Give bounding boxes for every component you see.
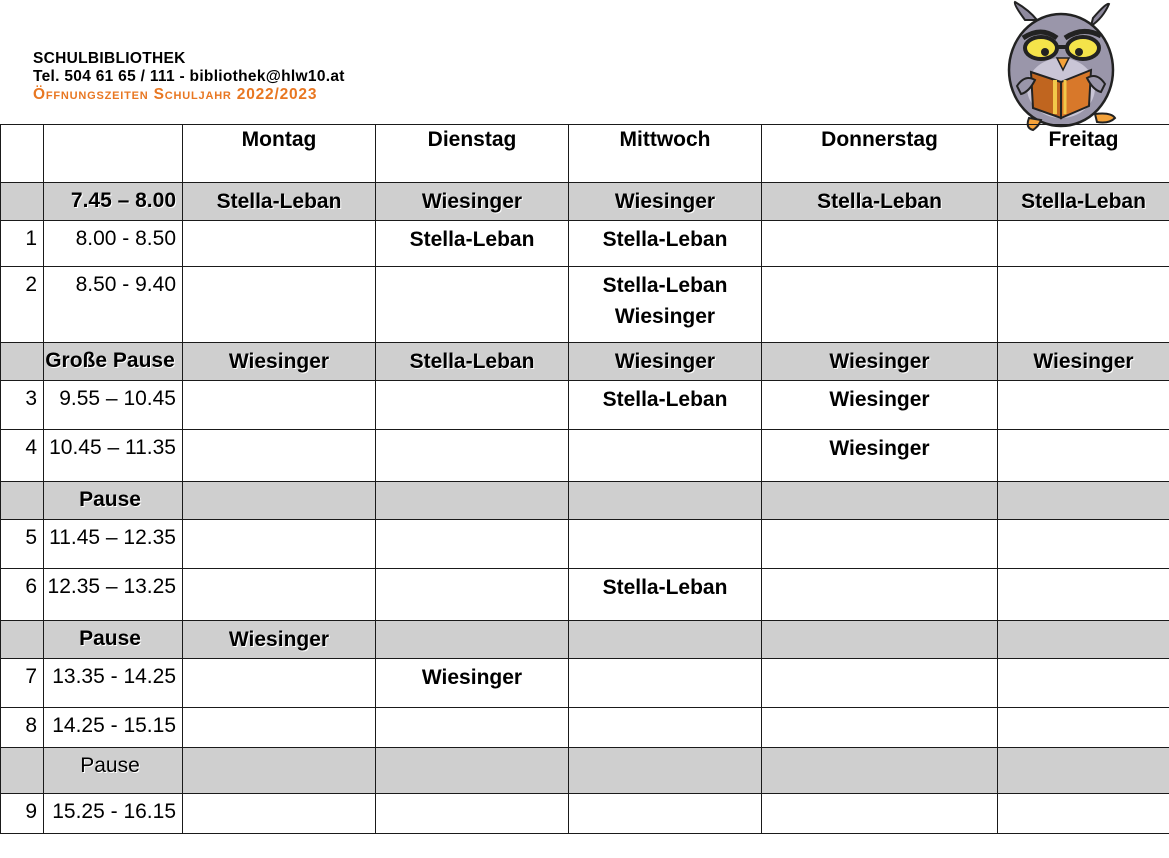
period-time bbox=[44, 748, 183, 794]
schedule-cell-mittwoch bbox=[569, 343, 762, 381]
period-time-label: 11.45 – 12.35 bbox=[49, 526, 176, 549]
staff-name: Stella-Leban bbox=[1021, 190, 1146, 213]
staff-name: Stella-Leban bbox=[409, 350, 535, 373]
staff-name: Stella-Leban bbox=[216, 190, 342, 213]
period-time bbox=[44, 621, 183, 659]
break-row bbox=[1, 183, 1169, 221]
period-time-label: 15.25 - 16.15 bbox=[52, 800, 176, 823]
schedule-cell-freitag bbox=[998, 430, 1169, 482]
day-header-freitag: Freitag bbox=[998, 125, 1169, 183]
period-time bbox=[44, 659, 183, 708]
staff-name: Wiesinger bbox=[614, 305, 716, 328]
break-row bbox=[1, 621, 1169, 659]
period-time bbox=[44, 794, 183, 834]
schedule-cell-donnerstag bbox=[762, 659, 998, 708]
break-row bbox=[1, 482, 1169, 520]
schedule-cell-mittwoch bbox=[569, 520, 762, 569]
document-header bbox=[33, 50, 345, 104]
schedule-cell-mittwoch bbox=[569, 794, 762, 834]
schedule-cell-dienstag bbox=[376, 183, 569, 221]
period-time-label: 8.00 - 8.50 bbox=[75, 227, 176, 250]
period-row bbox=[1, 659, 1169, 708]
period-number bbox=[1, 482, 44, 520]
period-time bbox=[44, 267, 183, 343]
staff-name: Wiesinger bbox=[421, 190, 523, 213]
schedule-cell-donnerstag bbox=[762, 343, 998, 381]
period-time-label: Pause bbox=[79, 627, 141, 650]
period-number bbox=[1, 621, 44, 659]
schedule-cell-dienstag bbox=[376, 748, 569, 794]
schedule-cell-mittwoch bbox=[569, 267, 762, 343]
schedule-cell-freitag bbox=[998, 221, 1169, 267]
schedule-cell-montag bbox=[183, 381, 376, 430]
period-row bbox=[1, 569, 1169, 621]
schedule-cell-dienstag bbox=[376, 659, 569, 708]
period-number: 9 bbox=[1, 794, 44, 834]
period-time-label: Pause bbox=[80, 754, 140, 777]
schedule-cell-freitag bbox=[998, 569, 1169, 621]
period-row bbox=[1, 794, 1169, 834]
staff-name: Wiesinger bbox=[829, 388, 930, 411]
schedule-cell-dienstag bbox=[376, 520, 569, 569]
period-number: 8 bbox=[1, 708, 44, 748]
period-number bbox=[1, 748, 44, 794]
schedule-cell-mittwoch bbox=[569, 221, 762, 267]
period-row bbox=[1, 267, 1169, 343]
schedule-cell-freitag bbox=[998, 659, 1169, 708]
day-header-dienstag: Dienstag bbox=[376, 125, 569, 183]
schedule-cell-freitag bbox=[998, 482, 1169, 520]
break-row bbox=[1, 343, 1169, 381]
period-time-label: Pause bbox=[79, 488, 141, 511]
staff-name: Wiesinger bbox=[228, 350, 330, 373]
schedule-cell-mittwoch bbox=[569, 482, 762, 520]
schedule-cell-mittwoch bbox=[569, 748, 762, 794]
schedule-cell-montag bbox=[183, 221, 376, 267]
period-time-label: 14.25 - 15.15 bbox=[52, 714, 176, 737]
period-row bbox=[1, 430, 1169, 482]
staff-name: Wiesinger bbox=[1033, 350, 1134, 373]
period-row bbox=[1, 381, 1169, 430]
staff-name: Wiesinger bbox=[829, 437, 930, 460]
period-time bbox=[44, 381, 183, 430]
period-time bbox=[44, 343, 183, 381]
period-number: 5 bbox=[1, 520, 44, 569]
schedule-cell-mittwoch bbox=[569, 621, 762, 659]
period-time bbox=[44, 183, 183, 221]
period-number: 2 bbox=[1, 267, 44, 343]
schedule-cell-freitag bbox=[998, 381, 1169, 430]
schedule-cell-donnerstag bbox=[762, 748, 998, 794]
schedule-cell-dienstag bbox=[376, 794, 569, 834]
period-row bbox=[1, 520, 1169, 569]
staff-name: Wiesinger bbox=[614, 350, 716, 373]
staff-name: Wiesinger bbox=[829, 350, 930, 373]
schedule-cell-mittwoch bbox=[569, 708, 762, 748]
schedule-cell-montag bbox=[183, 794, 376, 834]
schedule-cell-montag bbox=[183, 430, 376, 482]
period-time-label: 9.55 – 10.45 bbox=[59, 387, 176, 410]
schedule-cell-freitag bbox=[998, 267, 1169, 343]
schedule-cell-mittwoch bbox=[569, 430, 762, 482]
period-time bbox=[44, 520, 183, 569]
period-number: 3 bbox=[1, 381, 44, 430]
day-header-mittwoch: Mittwoch bbox=[569, 125, 762, 183]
opening-hours-title: Öffnungszeiten Schuljahr 2022/2023 bbox=[33, 86, 318, 103]
schedule-cell-mittwoch bbox=[569, 183, 762, 221]
schedule-cell-montag bbox=[183, 659, 376, 708]
num-header-cell bbox=[1, 125, 44, 183]
period-number: 7 bbox=[1, 659, 44, 708]
schedule-cell-donnerstag bbox=[762, 183, 998, 221]
day-header-montag: Montag bbox=[183, 125, 376, 183]
period-time-label: 8.50 - 9.40 bbox=[75, 273, 176, 296]
table-header-row bbox=[1, 125, 1169, 183]
staff-name: Stella-Leban bbox=[409, 228, 535, 251]
period-time-label: 7.45 – 8.00 bbox=[70, 189, 176, 212]
schedule-cell-donnerstag bbox=[762, 569, 998, 621]
schedule-cell-montag bbox=[183, 482, 376, 520]
schedule-cell-dienstag bbox=[376, 708, 569, 748]
period-time-label: 10.45 – 11.35 bbox=[49, 436, 176, 459]
schedule-cell-dienstag bbox=[376, 221, 569, 267]
period-time-label: 13.35 - 14.25 bbox=[52, 665, 176, 688]
schedule-cell-dienstag bbox=[376, 430, 569, 482]
schedule-cell-donnerstag bbox=[762, 381, 998, 430]
period-number: 4 bbox=[1, 430, 44, 482]
schedule-cell-freitag bbox=[998, 794, 1169, 834]
schedule-cell-freitag bbox=[998, 748, 1169, 794]
staff-name: Stella-Leban bbox=[602, 274, 728, 297]
period-time bbox=[44, 569, 183, 621]
schedule-cell-dienstag bbox=[376, 267, 569, 343]
period-row bbox=[1, 221, 1169, 267]
schedule-cell-freitag bbox=[998, 520, 1169, 569]
schedule-cell-mittwoch bbox=[569, 659, 762, 708]
schedule-cell-dienstag bbox=[376, 569, 569, 621]
schedule-cell-montag bbox=[183, 343, 376, 381]
schedule-cell-donnerstag bbox=[762, 267, 998, 343]
staff-name: Stella-Leban bbox=[602, 228, 728, 251]
period-time bbox=[44, 708, 183, 748]
period-time bbox=[44, 221, 183, 267]
period-number bbox=[1, 183, 44, 221]
schedule-cell-montag bbox=[183, 569, 376, 621]
schedule-cell-montag bbox=[183, 183, 376, 221]
schedule-cell-dienstag bbox=[376, 482, 569, 520]
staff-name: Wiesinger bbox=[421, 666, 523, 689]
schedule-cell-dienstag bbox=[376, 343, 569, 381]
schedule-cell-montag bbox=[183, 520, 376, 569]
staff-name: Stella-Leban bbox=[602, 576, 728, 599]
reading-owl-illustration bbox=[995, 0, 1135, 134]
schedule-cell-donnerstag bbox=[762, 708, 998, 748]
staff-name: Wiesinger bbox=[228, 628, 330, 651]
time-header-cell bbox=[44, 125, 183, 183]
schedule-cell-montag bbox=[183, 708, 376, 748]
schedule-cell-freitag bbox=[998, 343, 1169, 381]
contact-line: Tel. 504 61 65 / 111 - bibliothek@hlw10.at bbox=[33, 68, 345, 85]
schedule-cell-donnerstag bbox=[762, 430, 998, 482]
break-row bbox=[1, 748, 1169, 794]
opening-hours-table bbox=[0, 124, 1169, 834]
schedule-cell-donnerstag bbox=[762, 221, 998, 267]
schedule-cell-dienstag bbox=[376, 621, 569, 659]
schedule-cell-mittwoch bbox=[569, 381, 762, 430]
schedule-cell-donnerstag bbox=[762, 794, 998, 834]
library-title: SCHULBIBLIOTHEK bbox=[33, 50, 186, 67]
schedule-cell-freitag bbox=[998, 708, 1169, 748]
period-number: 1 bbox=[1, 221, 44, 267]
schedule-cell-freitag bbox=[998, 183, 1169, 221]
period-row bbox=[1, 708, 1169, 748]
schedule-cell-donnerstag bbox=[762, 621, 998, 659]
period-time-label: Große Pause bbox=[45, 349, 175, 372]
day-header-donnerstag: Donnerstag bbox=[762, 125, 998, 183]
schedule-cell-montag bbox=[183, 621, 376, 659]
staff-name: Stella-Leban bbox=[817, 190, 942, 213]
period-time-label: 12.35 – 13.25 bbox=[47, 575, 176, 598]
schedule-cell-donnerstag bbox=[762, 520, 998, 569]
period-time bbox=[44, 482, 183, 520]
schedule-cell-dienstag bbox=[376, 381, 569, 430]
schedule-cell-mittwoch bbox=[569, 569, 762, 621]
period-number: 6 bbox=[1, 569, 44, 621]
staff-name: Wiesinger bbox=[614, 190, 716, 213]
period-number bbox=[1, 343, 44, 381]
schedule-cell-montag bbox=[183, 748, 376, 794]
schedule-cell-montag bbox=[183, 267, 376, 343]
staff-name: Stella-Leban bbox=[602, 388, 728, 411]
schedule-cell-donnerstag bbox=[762, 482, 998, 520]
period-time bbox=[44, 430, 183, 482]
schedule-cell-freitag bbox=[998, 621, 1169, 659]
